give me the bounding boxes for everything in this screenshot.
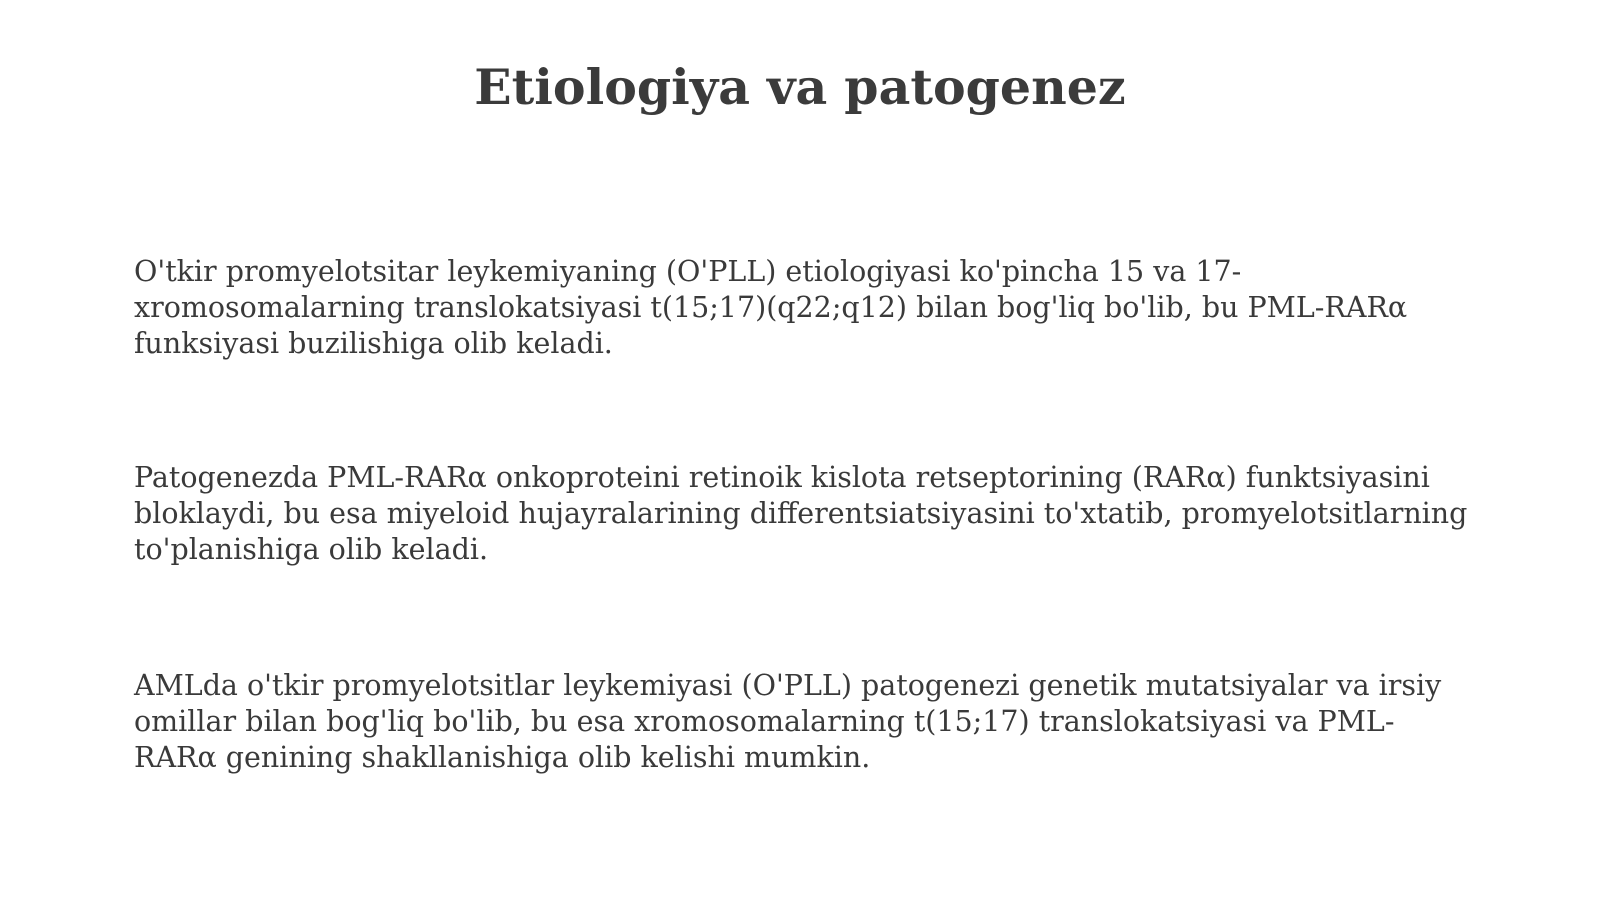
paragraph-pathogenesis: Patogenezda PML-RARα onkoproteini retinoik kislota retseptorining (RARα) funktsiyasini bloklaydi, bu esa miyeloid hujayralarining differentsiatsiyasini to'xtatib, promyelotsitlarning to'planishiga olib keladi. [134,461,1468,566]
paragraph-etiology: O'tkir promyelotsitar leykemiyaning (O'PLL) etiologiyasi ko'pincha 15 va 17-xromosomalarning translokatsiyasi t(15;17)(q22;q12) bilan bog'liq bo'lib, bu PML-RARα funksiyasi buzilishiga olib keladi. [134,255,1408,360]
slide-title: Etiologiya va patogenez [474,58,1126,116]
paragraph-aml-pathogenesis: AMLda o'tkir promyelotsitlar leykemiyasi (O'PLL) patogenezi genetik mutatsiyalar va irsiy omillar bilan bog'liq bo'lib, bu esa xromosomalarning t(15;17) translokatsiyasi va PML-RARα genining shakllanishiga olib kelishi mumkin. [134,669,1442,774]
